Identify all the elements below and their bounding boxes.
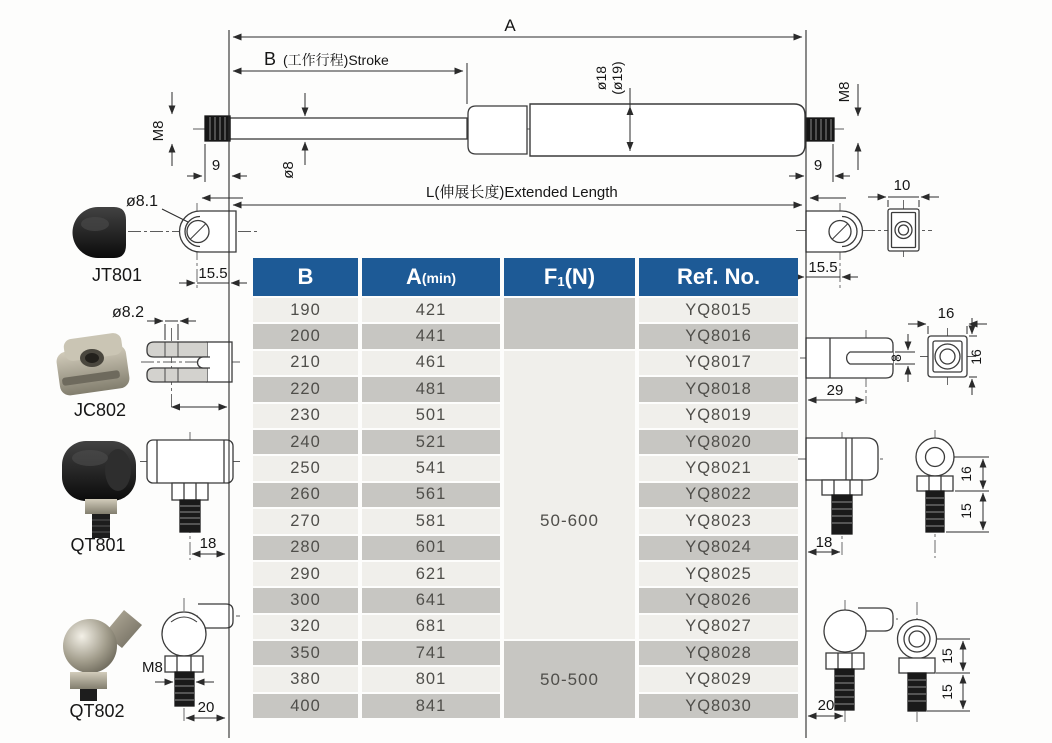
b-cell: 400	[253, 694, 358, 718]
qt802-thread: M8	[142, 659, 163, 676]
a-cell: 641	[362, 588, 500, 612]
ref-cell: YQ8021	[639, 456, 798, 480]
a-cell: 741	[362, 641, 500, 665]
b-cell: 210	[253, 351, 358, 375]
right-ball-joint-offset: 18	[815, 534, 833, 551]
ref-cell: YQ8019	[639, 404, 798, 428]
b-cell: 300	[253, 588, 358, 612]
a-cell: 521	[362, 430, 500, 454]
right-eyelet-width: 10	[893, 177, 911, 194]
end-thread-len: 9	[813, 157, 823, 174]
force-range-block	[504, 641, 635, 718]
right-ball-joint-h-upper: 16	[958, 466, 974, 482]
col-header-b-label: B	[297, 264, 314, 289]
cyl-dia-alt-label: (ø19)	[609, 61, 625, 95]
a-cell: 841	[362, 694, 500, 718]
ref-cell: YQ8026	[639, 588, 798, 612]
qt801-offset: 18	[199, 535, 217, 552]
right-clevis-length: 29	[826, 382, 844, 399]
a-cell: 441	[362, 324, 500, 348]
ref-cell: YQ8015	[639, 298, 798, 322]
col-header-b	[253, 258, 358, 296]
ref-cell: YQ8028	[639, 641, 798, 665]
a-cell: 461	[362, 351, 500, 375]
b-cell: 250	[253, 456, 358, 480]
col-header-f-label: F	[543, 264, 558, 289]
rod-dia-label: ø8	[280, 161, 297, 179]
dim-b-note: (工作行程)Stroke	[283, 52, 389, 68]
right-clevis-slot: 8	[888, 354, 904, 362]
b-cell: 190	[253, 298, 358, 322]
qt801-name: QT801	[70, 535, 126, 555]
jt801-name: JT801	[92, 265, 143, 285]
col-header-f1	[504, 258, 635, 296]
jt801-offset: 15.5	[198, 265, 228, 282]
b-cell: 220	[253, 377, 358, 401]
right-eyelet-drawing	[806, 209, 919, 252]
ref-cell: YQ8030	[639, 694, 798, 718]
qt802-photo	[63, 610, 142, 701]
gas-spring-body	[205, 104, 834, 156]
b-cell: 320	[253, 615, 358, 639]
right-eyelet-offset: 15.5	[808, 259, 838, 276]
jc802-hole-dia: ø8.2	[111, 304, 144, 321]
b-cell: 270	[253, 509, 358, 533]
ref-cell: YQ8016	[639, 324, 798, 348]
ref-cell: YQ8025	[639, 562, 798, 586]
a-cell: 501	[362, 404, 500, 428]
a-cell: 801	[362, 667, 500, 691]
right-clevis-width: 16	[937, 305, 955, 322]
spec-table-body	[253, 296, 798, 718]
right-ball-stud-offset: 20	[817, 697, 835, 714]
right-clevis-height: 16	[968, 349, 984, 365]
a-cell: 601	[362, 536, 500, 560]
ref-cell: YQ8023	[639, 509, 798, 533]
right-ball-stud-drawing	[824, 608, 937, 711]
force-range-label: 50-600	[540, 510, 599, 530]
ref-cell: YQ8017	[639, 351, 798, 375]
dim-a-label: A	[504, 16, 516, 35]
col-header-f-unit: (N)	[564, 264, 596, 289]
jt801-hole-dia: ø8.1	[126, 193, 159, 210]
b-cell: 200	[253, 324, 358, 348]
qt802-offset: 20	[197, 699, 215, 716]
b-cell: 280	[253, 536, 358, 560]
right-ball-stud-h-upper: 15	[939, 648, 955, 664]
left-eyelet-drawing	[179, 211, 236, 252]
left-ball-stud-drawing	[162, 604, 233, 706]
a-cell: 481	[362, 377, 500, 401]
col-header-a-sub: (min)	[421, 270, 457, 286]
right-ball-stud-h-lower: 15	[939, 684, 955, 700]
ref-cell: YQ8024	[639, 536, 798, 560]
qt801-photo	[62, 441, 136, 538]
rod-thread-len: 9	[211, 157, 221, 174]
ref-cell: YQ8018	[639, 377, 798, 401]
ref-cell: YQ8022	[639, 483, 798, 507]
jt801-photo	[73, 207, 126, 258]
b-cell: 240	[253, 430, 358, 454]
force-range-block	[504, 351, 635, 639]
end-thread-label: M8	[836, 81, 853, 103]
ref-cell: YQ8020	[639, 430, 798, 454]
force-range-block	[504, 298, 635, 349]
b-cell: 290	[253, 562, 358, 586]
dim-b-label: B	[264, 49, 277, 69]
col-header-ref-label: Ref. No.	[676, 264, 761, 289]
jc802-photo	[55, 332, 130, 397]
right-ball-joint-drawing	[806, 438, 954, 534]
spec-table	[253, 258, 798, 718]
a-cell: 561	[362, 483, 500, 507]
spec-table-header	[253, 258, 798, 296]
ref-cell: YQ8027	[639, 615, 798, 639]
ref-cell: YQ8029	[639, 667, 798, 691]
a-cell: 681	[362, 615, 500, 639]
b-cell: 260	[253, 483, 358, 507]
b-cell: 380	[253, 667, 358, 691]
rod-thread-label: M8	[150, 120, 167, 142]
a-cell: 421	[362, 298, 500, 322]
cyl-dia-label: ø18	[593, 65, 609, 91]
a-cell: 541	[362, 456, 500, 480]
force-range-label: 50-500	[540, 669, 599, 689]
a-cell: 581	[362, 509, 500, 533]
col-header-a	[362, 258, 500, 296]
dim-l-label: L(伸展长度)Extended Length	[426, 184, 618, 201]
col-header-a-label: A	[405, 264, 422, 289]
right-ball-joint-h-lower: 15	[958, 503, 974, 519]
a-cell: 621	[362, 562, 500, 586]
jc802-name: JC802	[73, 400, 127, 420]
b-cell: 230	[253, 404, 358, 428]
qt802-name: QT802	[69, 701, 125, 721]
b-cell: 350	[253, 641, 358, 665]
col-header-f-sub: 1	[557, 273, 565, 289]
right-clevis-drawing	[806, 336, 967, 378]
col-header-ref	[639, 258, 798, 296]
